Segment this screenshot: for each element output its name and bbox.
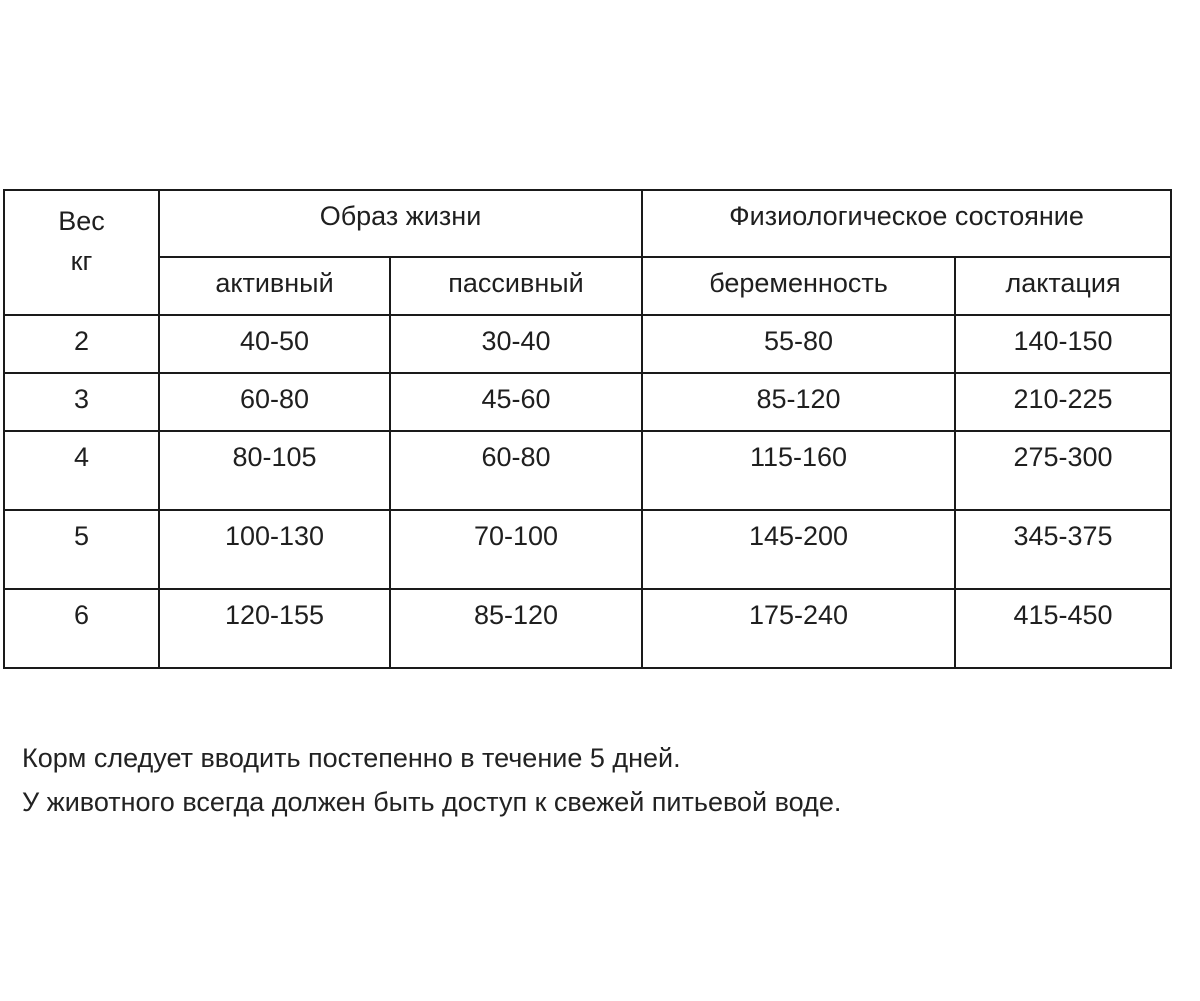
lactation-cell: 345-375 — [955, 510, 1171, 589]
pregnancy-cell: 145-200 — [642, 510, 955, 589]
active-cell: 60-80 — [159, 373, 390, 431]
weight-header-label: Вес — [58, 206, 105, 236]
lactation-cell: 415-450 — [955, 589, 1171, 668]
weight-cell: 6 — [4, 589, 159, 668]
pregnancy-cell: 85-120 — [642, 373, 955, 431]
note-gradual-introduction: Корм следует вводить постепенно в течение 5 дней. — [22, 743, 681, 773]
physiological-group-header: Физиологическое состояние — [642, 190, 1171, 257]
table-row — [4, 589, 1171, 668]
active-cell: 40-50 — [159, 315, 390, 373]
weight-cell: 4 — [4, 431, 159, 510]
lifestyle-group-header: Образ жизни — [159, 190, 642, 257]
weight-cell: 3 — [4, 373, 159, 431]
pregnancy-cell: 55-80 — [642, 315, 955, 373]
column-header-active: активный — [159, 257, 390, 315]
active-cell: 100-130 — [159, 510, 390, 589]
table-row — [4, 510, 1171, 589]
table-header-row — [4, 190, 1171, 257]
table-row — [4, 315, 1171, 373]
active-cell: 80-105 — [159, 431, 390, 510]
active-cell: 120-155 — [159, 589, 390, 668]
lactation-cell: 210-225 — [955, 373, 1171, 431]
column-header-lactation: лактация — [955, 257, 1171, 315]
passive-cell: 60-80 — [390, 431, 642, 510]
pregnancy-cell: 175-240 — [642, 589, 955, 668]
passive-cell: 30-40 — [390, 315, 642, 373]
weight-cell: 5 — [4, 510, 159, 589]
pregnancy-cell: 115-160 — [642, 431, 955, 510]
lactation-cell: 140-150 — [955, 315, 1171, 373]
weight-cell: 2 — [4, 315, 159, 373]
passive-cell: 70-100 — [390, 510, 642, 589]
passive-cell: 45-60 — [390, 373, 642, 431]
note-fresh-water: У животного всегда должен быть доступ к свежей питьевой воде. — [22, 787, 842, 817]
weight-header-unit: кг — [70, 246, 93, 276]
table-row — [4, 431, 1171, 510]
table-row — [4, 373, 1171, 431]
table-subheader-row — [4, 257, 1171, 315]
weight-header — [4, 190, 159, 315]
lactation-cell: 275-300 — [955, 431, 1171, 510]
passive-cell: 85-120 — [390, 589, 642, 668]
notes — [22, 736, 841, 824]
column-header-pregnancy: беременность — [642, 257, 955, 315]
feeding-norms-table — [3, 189, 1172, 669]
column-header-passive: пассивный — [390, 257, 642, 315]
